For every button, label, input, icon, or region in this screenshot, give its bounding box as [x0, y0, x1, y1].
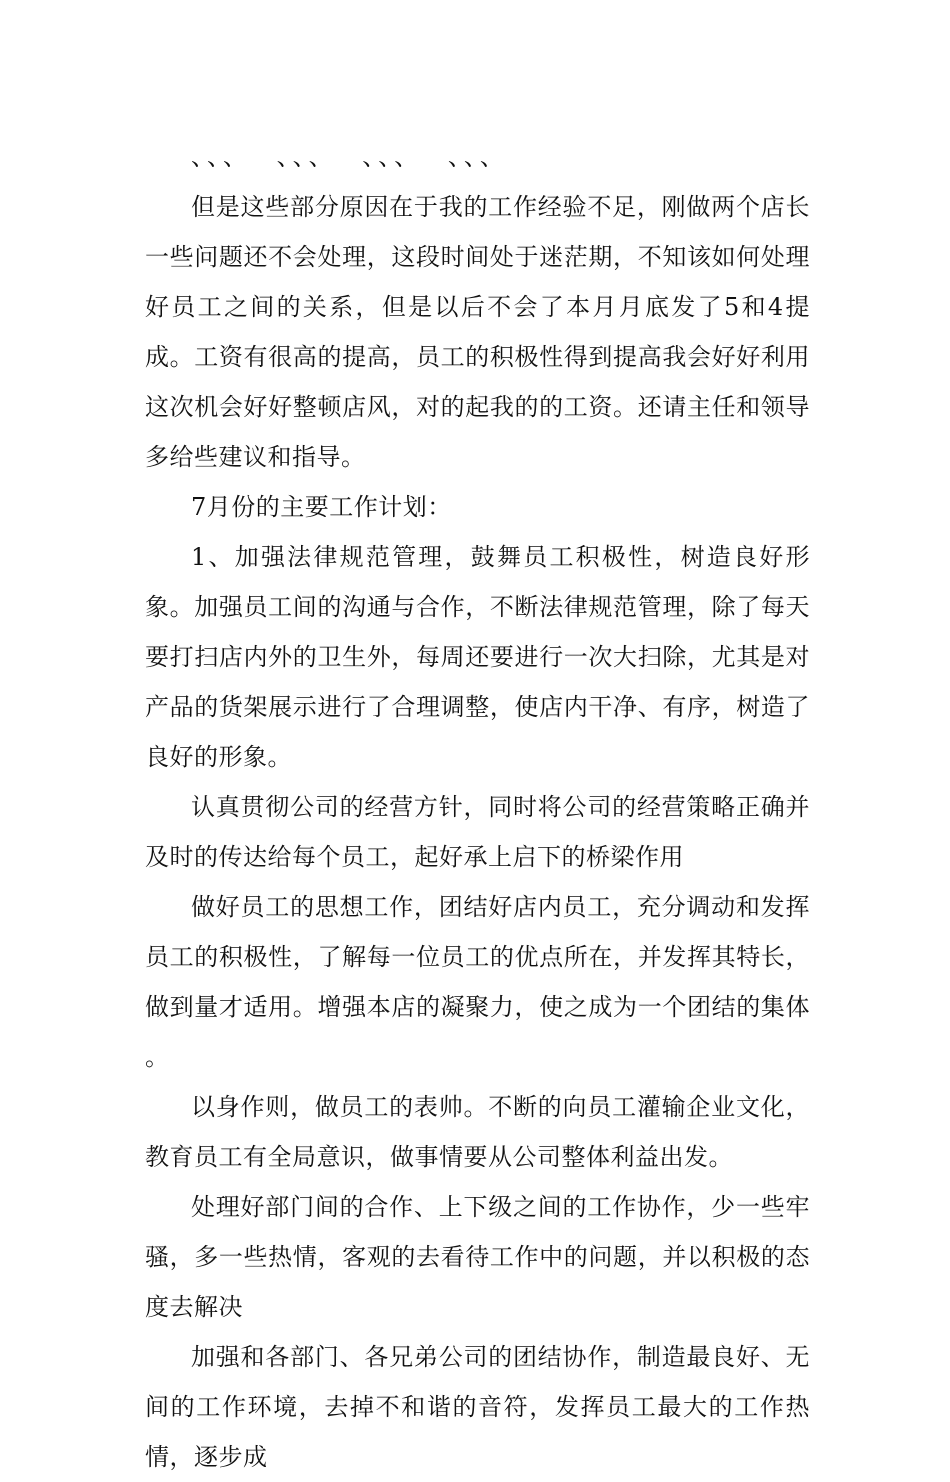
paragraph-teamwork: 加强和各部门、各兄弟公司的团结协作，制造最良好、无间的工作环境，去掉不和谐的音符，发挥员工最大的工作热情，逐步成: [145, 1343, 810, 1471]
paragraph-staff-work: 做好员工的思想工作，团结好店内员工，充分调动和发挥员工的积极性，了解每一位员工的优点所在，并发挥其特长，做到量才适用。增强本店的凝聚力，使之成为一个团结的集体 。: [145, 893, 810, 1071]
paragraph-company-policy: 认真贯彻公司的经营方针，同时将公司的经营策略正确并及时的传达给每个员工，起好承上启下的桥梁作用: [145, 793, 810, 871]
paragraph-reasons: 但是这些部分原因在于我的工作经验不足，刚做两个店长一些问题还不会处理，这段时间处于迷茫期，不知该如何处理好员工之间的关系，但是以后不会了本月月底发了5和4提成。工资有很高的提高，员工的积极性得到提高我会好好利用这次机会好好整顿店风，对的起我的的工资。还请主任和领导多给些建议和指导。: [145, 193, 810, 471]
paragraph-lead-by-example: 以身作则，做员工的表帅。不断的向员工灌输企业文化，教育员工有全局意识，做事情要从公司整体利益出发。: [145, 1093, 810, 1171]
punctuation-marks-line: 、、、 、、、 、、、 、、、: [191, 143, 508, 171]
paragraph-july-plan-heading: 7月份的主要工作计划：: [191, 493, 452, 521]
document-body: [145, 132, 810, 1482]
paragraph-department-cooperation: 处理好部门间的合作、上下级之间的工作协作，少一些牢骚，多一些热情，客观的去看待工作中的问题，并以积极的态度去解决: [145, 1193, 810, 1321]
paragraph-plan-item-1: 1、加强法律规范管理，鼓舞员工积极性，树造良好形象。加强员工间的沟通与合作，不断法律规范管理，除了每天要打扫店内外的卫生外，每周还要进行一次大扫除，尤其是对产品的货架展示进行了合理调整，使店内干净、有序，树造了良好的形象。: [145, 543, 810, 771]
